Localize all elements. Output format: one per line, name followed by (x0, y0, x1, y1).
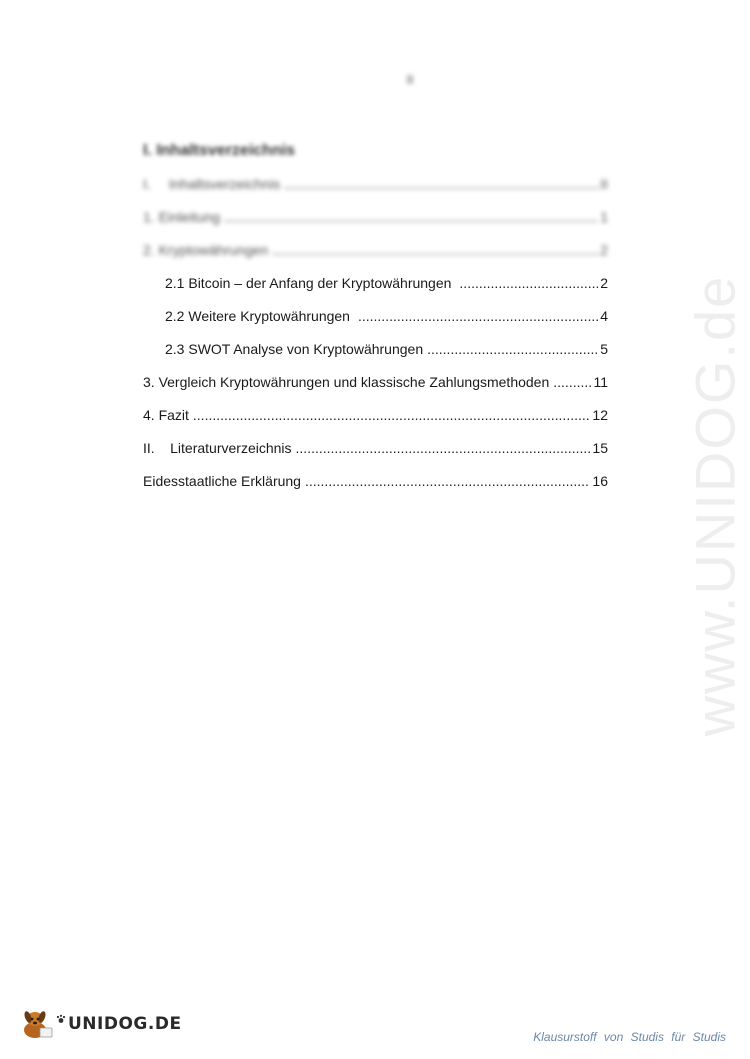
toc-entry-page: 5 (600, 341, 608, 357)
toc-entry-page: 11 (593, 374, 608, 390)
watermark (625, 275, 750, 735)
page-number: II (406, 72, 414, 87)
toc-leader (427, 341, 598, 357)
toc-entry-vergleich (143, 374, 608, 394)
watermark-text: www.UNIDOG.de (683, 274, 747, 736)
dog-mascot-icon (20, 1008, 54, 1040)
toc-entry-label: 2.3 SWOT Analyse von Kryptowährungen (165, 341, 424, 357)
toc-entry-einleitung (143, 209, 608, 229)
toc-entry-label: Literaturverzeichnis (170, 440, 292, 456)
footer-tagline: Klausurstoff von Studis für Studis (533, 1030, 726, 1044)
toc-entry-number: II. (143, 440, 155, 456)
toc-heading: I. Inhaltsverzeichnis (143, 142, 296, 159)
toc-entry-page: 2 (600, 242, 608, 258)
toc-entry-bitcoin (165, 275, 608, 295)
toc-entry-label: Inhaltsverzeichnis (168, 176, 281, 192)
toc-leader (296, 440, 591, 456)
toc-entry-fazit (143, 407, 608, 427)
toc-entry-weitere (165, 308, 608, 328)
toc-entry-label: 1. Einleitung (143, 209, 221, 225)
toc-entry-page: 16 (592, 473, 608, 489)
toc-leader (459, 275, 598, 291)
toc-entry-label: Eidesstaatliche Erklärung (143, 473, 301, 489)
unidog-logo[interactable] (20, 1008, 182, 1040)
toc-leader (553, 374, 591, 390)
toc-leader (224, 209, 598, 225)
toc-entry-label: 2.1 Bitcoin – der Anfang der Kryptowährungen (165, 275, 452, 291)
toc-entry-page: 15 (592, 440, 608, 456)
toc-entry-label: 2. Kryptowährungen (143, 242, 269, 258)
toc-leader (193, 407, 591, 423)
toc-entry-label: 2.2 Weitere Kryptowährungen (165, 308, 350, 324)
logo-text: UNIDOG.DE (68, 1014, 182, 1034)
toc-entry-page: 2 (600, 275, 608, 291)
toc-entry-page: 12 (592, 407, 608, 423)
toc-entry-kryptowaehrungen (143, 242, 608, 262)
toc-entry-page: 4 (600, 308, 608, 324)
toc-entry-swot (165, 341, 608, 361)
toc-leader (358, 308, 598, 324)
toc-entry-label: 4. Fazit (143, 407, 189, 423)
toc-entry-page: II (600, 176, 608, 192)
toc-entry-page: 1 (600, 209, 608, 225)
toc-entry-literaturverzeichnis (143, 440, 608, 460)
toc-entry-eidesstattliche (143, 473, 608, 493)
paw-icon (56, 1014, 66, 1024)
toc-entry-inhaltsverzeichnis (143, 176, 608, 196)
toc-leader (272, 242, 598, 258)
toc-entry-label: 3. Vergleich Kryptowährungen und klassische Zahlungsmethoden (143, 374, 550, 390)
toc-entry-number: I. (143, 176, 151, 192)
toc-leader (284, 176, 598, 192)
toc-leader (305, 473, 590, 489)
